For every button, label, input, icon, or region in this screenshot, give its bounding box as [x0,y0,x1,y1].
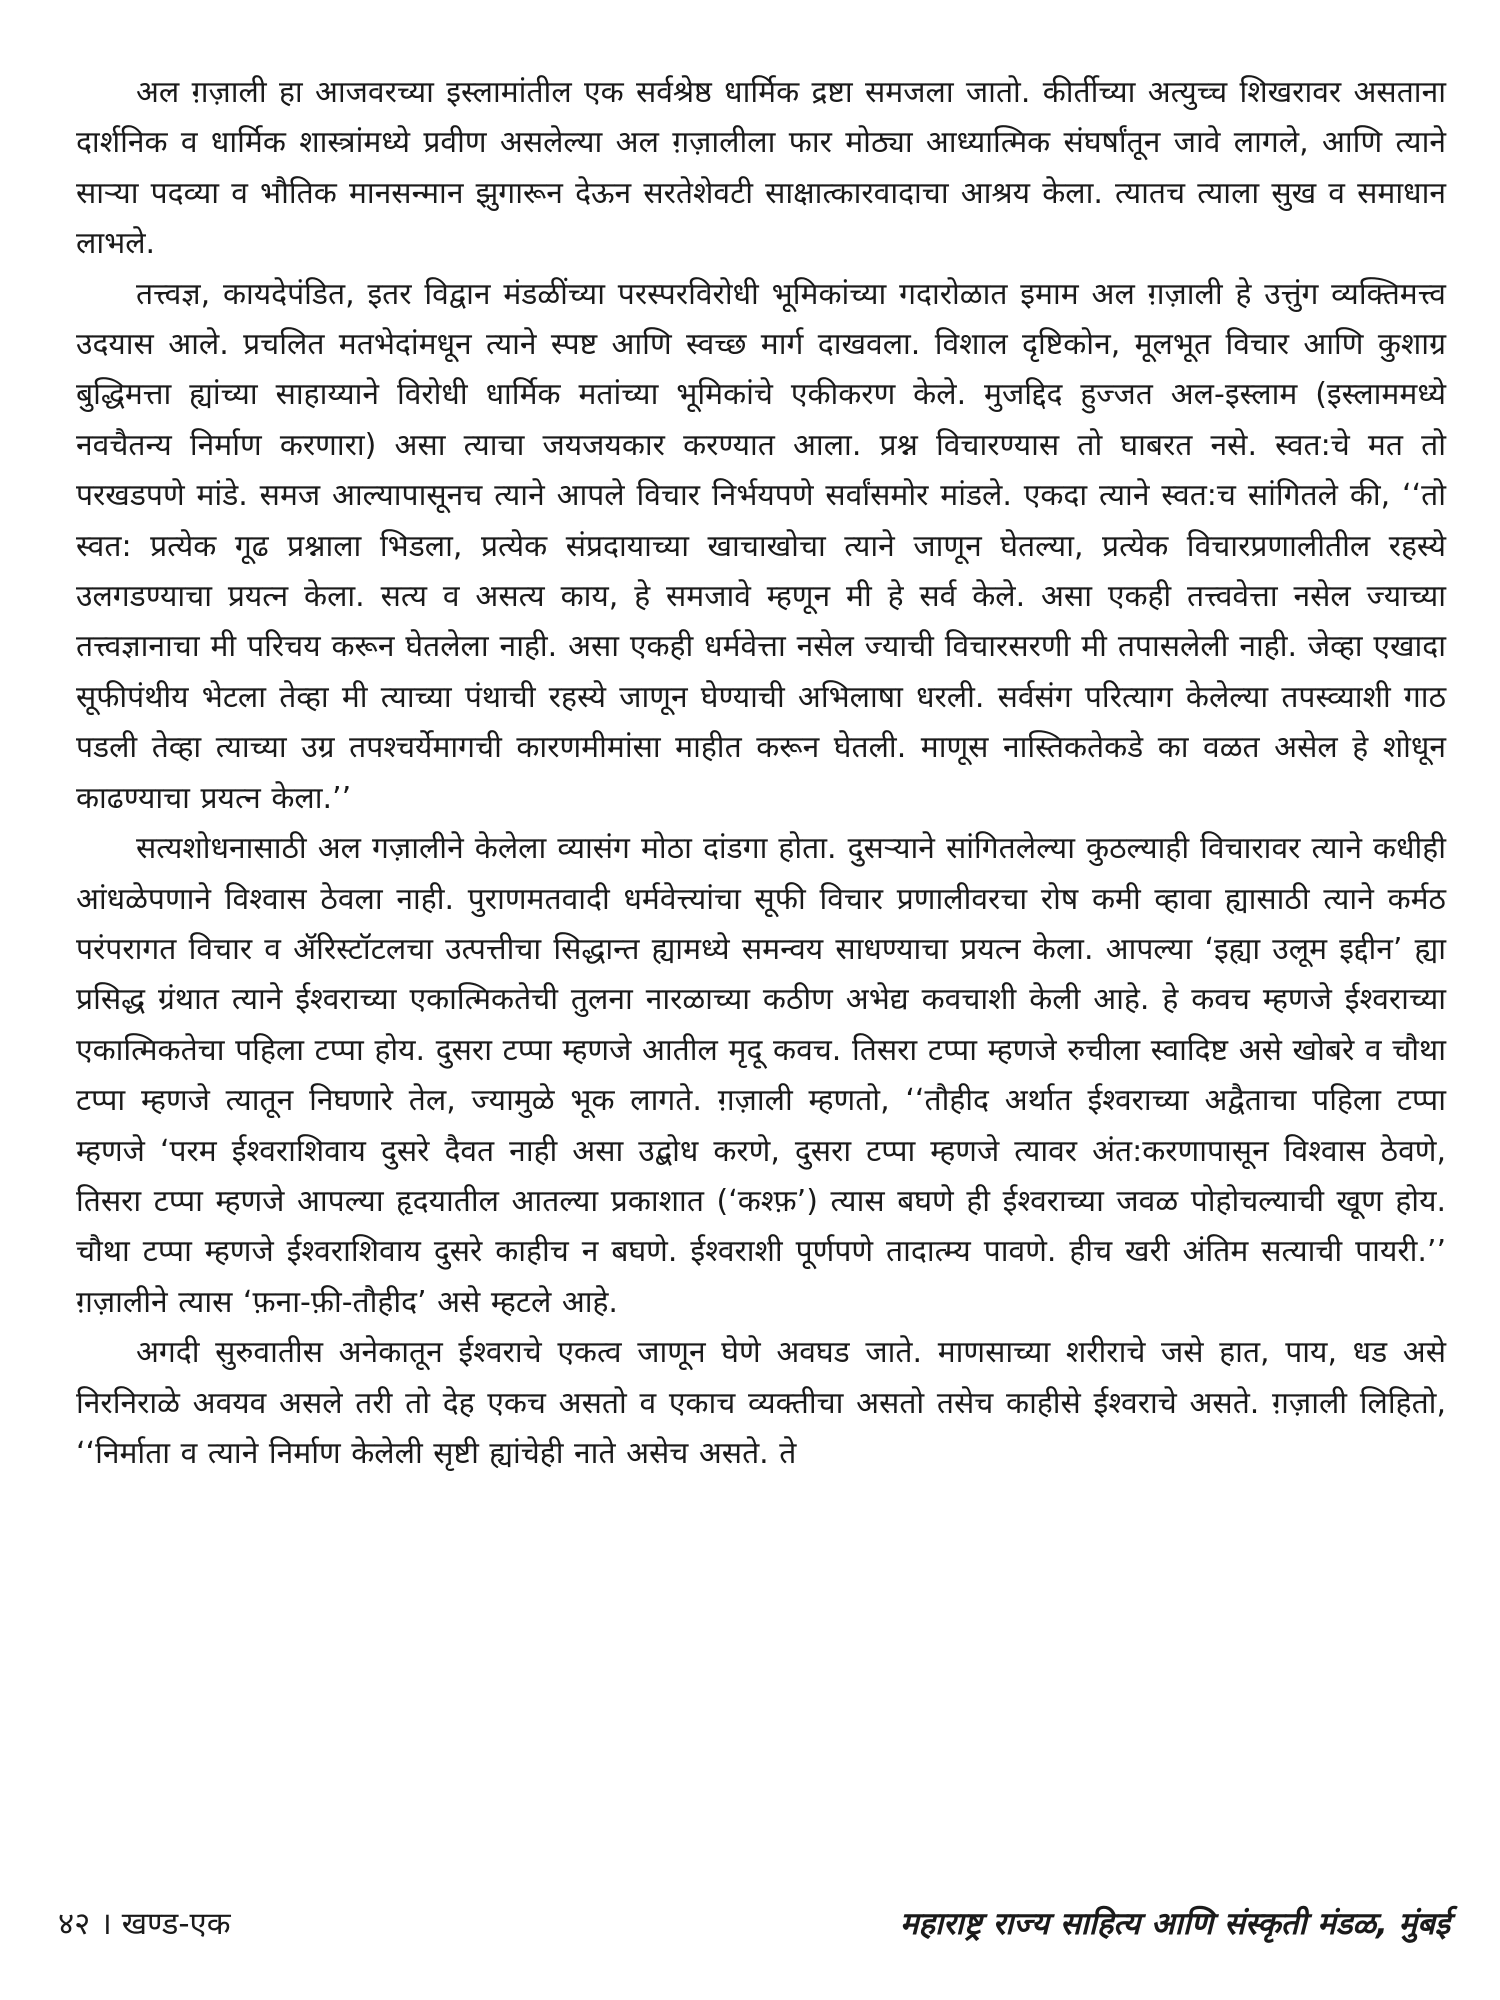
paragraph-2: तत्त्वज्ञ, कायदेपंडित, इतर विद्वान मंडळींच्या परस्परविरोधी भूमिकांच्या गदारोळात इमाम अल ग़ज़ाली हे उत्तुंग व्यक्तिमत्त्व उदयास आले. प्रचलित मतभेदांमधून त्याने स्पष्ट आणि स्वच्छ मार्ग दाखवला. विशाल दृष्टिकोन, मूलभूत विचार आणि कुशाग्र बुद्धिमत्ता ह्यांच्या साहाय्याने विरोधी धार्मिक मतांच्या भूमिकांचे एकीकरण केले. मुजद्दिद हुज्जत अल-इस्लाम (इस्लाममध्ये नवचैतन्य निर्माण करणारा) असा त्याचा जयजयकार करण्यात आला. प्रश्न विचारण्यास तो घाबरत नसे. स्वत:चे मत तो परखडपणे मांडे. समज आल्यापासूनच त्याने आपले विचार निर्भयपणे सर्वांसमोर मांडले. एकदा त्याने स्वत:च सांगितले की, ‘‘तो स्वत: प्रत्येक गूढ प्रश्नाला भिडला, प्रत्येक संप्रदायाच्या खाचाखोचा त्याने जाणून घेतल्या, प्रत्येक विचारप्रणालीतील रहस्ये उलगडण्याचा प्रयत्न केला. सत्य व असत्य काय, हे समजावे म्हणून मी हे सर्व केले. असा एकही तत्त्ववेत्ता नसेल ज्याच्या तत्त्वज्ञानाचा मी परिचय करून घेतलेला नाही. असा एकही धर्मवेत्ता नसेल ज्याची विचारसरणी मी तपासलेली नाही. जेव्हा एखादा सूफीपंथीय भेटला तेव्हा मी त्याच्या पंथाची रहस्ये जाणून घेण्याची अभिलाषा धरली. सर्वसंग परित्याग केलेल्या तपस्व्याशी गाठ पडली तेव्हा त्याच्या उग्र तपश्चर्येमागची कारणमीमांसा माहीत करून घेतली. माणूस नास्तिकतेकडे का वळत असेल हे शोधून काढण्याचा प्रयत्न केला.’’ [76,276,1446,816]
paragraph-3: सत्यशोधनासाठी अल गज़ालीने केलेला व्यासंग मोठा दांडगा होता. दुसऱ्याने सांगितलेल्या कुठल्याही विचारावर त्याने कधीही आंधळेपणाने विश्वास ठेवला नाही. पुराणमतवादी धर्मवेत्त्यांचा सूफी विचार प्रणालीवरचा रोष कमी व्हावा ह्यासाठी त्याने कर्मठ परंपरागत विचार व ॲरिस्टॉटलचा उत्पत्तीचा सिद्धान्त ह्यामध्ये समन्वय साधण्याचा प्रयत्न केला. आपल्या ‘इह्या उलूम इद्दीन’ ह्या प्रसिद्ध ग्रंथात त्याने ईश्वराच्या एकात्मिकतेची तुलना नारळाच्या कठीण अभेद्य कवचाशी केली आहे. हे कवच म्हणजे ईश्वराच्या एकात्मिकतेचा पहिला टप्पा होय. दुसरा टप्पा म्हणजे आतील मृदू कवच. तिसरा टप्पा म्हणजे रुचीला स्वादिष्ट असे खोबरे व चौथा टप्पा म्हणजे त्यातून निघणारे तेल, ज्यामुळे भूक लागते. ग़ज़ाली म्हणतो, ‘‘तौहीद अर्थात ईश्वराच्या अद्वैताचा पहिला टप्पा म्हणजे ‘परम ईश्वराशिवाय दुसरे दैवत नाही असा उद्बोध करणे, दुसरा टप्पा म्हणजे त्यावर अंत:करणापासून विश्वास ठेवणे, तिसरा टप्पा म्हणजे आपल्या हृदयातील आतल्या प्रकाशात (‘कश्फ़’) त्यास बघणे ही ईश्वराच्या जवळ पोहोचल्याची खूण होय. चौथा टप्पा म्हणजे ईश्वराशिवाय दुसरे काहीच न बघणे. ईश्वराशी पूर्णपणे तादात्म्य पावणे. हीच खरी अंतिम सत्याची पायरी.’’ ग़ज़ालीने त्यास ‘फ़ना-फ़ी-तौहीद’ असे म्हटले आहे. [76,831,1446,1320]
paragraph-1: अल ग़ज़ाली हा आजवरच्या इस्लामांतील एक सर्वश्रेष्ठ धार्मिक द्रष्टा समजला जातो. कीर्तीच्या अत्युच्च शिखरावर असताना दार्शनिक व धार्मिक शास्त्रांमध्ये प्रवीण असलेल्या अल ग़ज़ालीला फार मोठ्या आध्यात्मिक संघर्षांतून जावे लागले, आणि त्याने साऱ्या पदव्या व भौतिक मानसन्मान झुगारून देऊन सरतेशेवटी साक्षात्कारवादाचा आश्रय केला. त्यातच त्याला सुख व समाधान लाभले. [76,75,1446,262]
publisher-label: महाराष्ट्र राज्य साहित्य आणि संस्कृती मंडळ, मुंबई [899,1906,1450,1942]
page-footer [58,1900,1450,1948]
paragraph-4: अगदी सुरुवातीस अनेकातून ईश्वराचे एकत्व जाणून घेणे अवघड जाते. माणसाच्या शरीराचे जसे हात, पाय, धड असे निरनिराळे अवयव असले तरी तो देह एकच असतो व एकाच व्यक्तीचा असतो तसेच काहीसे ईश्वराचे असते. ग़ज़ाली लिहितो, ‘‘निर्माता व त्याने निर्माण केलेली सृष्टी ह्यांचेही नाते असेच असते. ते [76,1335,1446,1471]
page-number-label: ४२ । खण्ड-एक [58,1906,231,1942]
page-body [76,68,1446,1479]
